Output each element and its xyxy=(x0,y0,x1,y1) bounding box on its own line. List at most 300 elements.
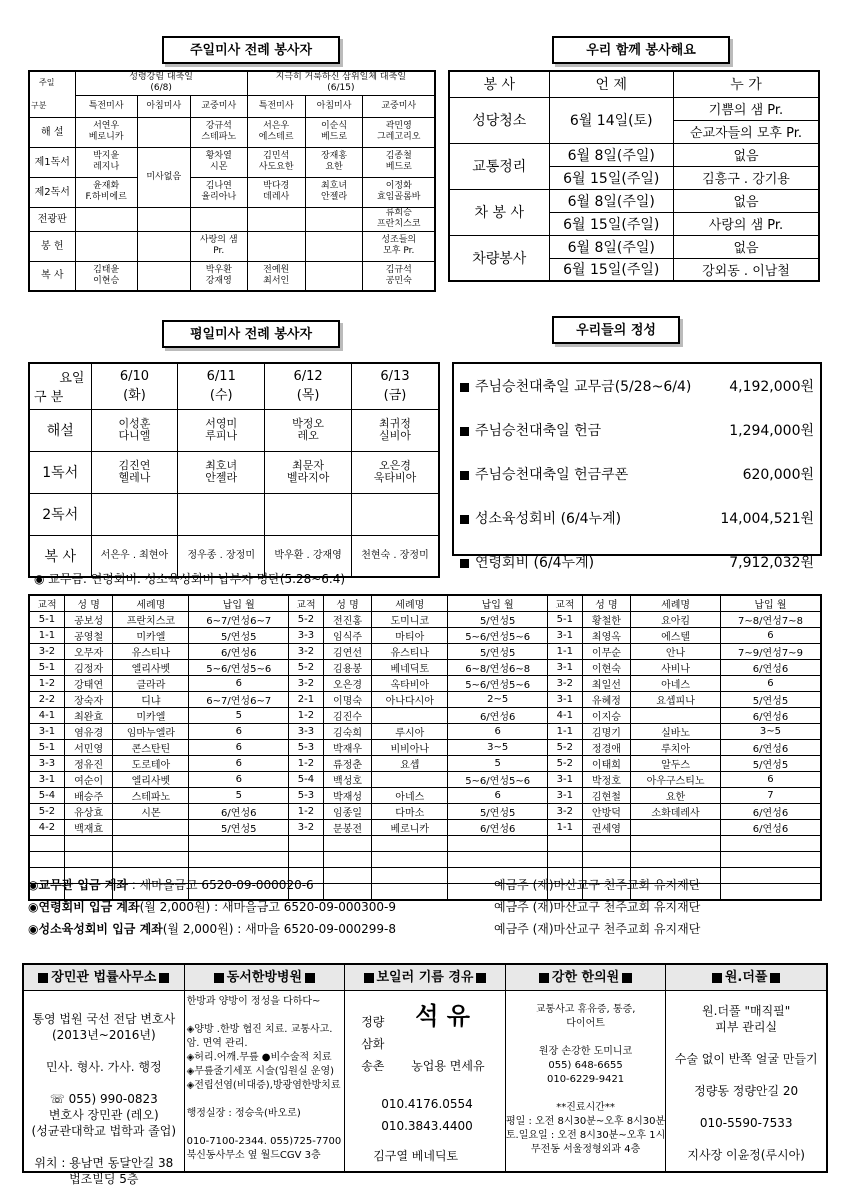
payers-cell xyxy=(289,836,324,852)
sunday-servers-table xyxy=(28,70,436,292)
payers-cell: 김연선 xyxy=(323,644,371,660)
payers-cell: 백재효 xyxy=(64,820,112,836)
ad-line: **진료시간** xyxy=(556,1102,615,1113)
payers-cell: 5~6/연성5~6 xyxy=(448,772,548,788)
payers-cell: 문봉전 xyxy=(323,820,371,836)
ad-line: ◈양방 .한방 협진 치료. 교통사고. xyxy=(186,1024,333,1035)
payers-cell: 3-2 xyxy=(29,644,64,660)
offering-label: 성소육성회비 (6/4누계) xyxy=(460,508,621,528)
payers-cell xyxy=(448,836,548,852)
payers-cell xyxy=(631,708,721,724)
together-who: 김흥구 . 강기용 xyxy=(674,166,820,189)
payers-cell: 6/연성6 xyxy=(720,708,821,724)
ad-clinic-head: 강한 한의원 xyxy=(551,970,620,985)
ad-oil-l1: 정량 xyxy=(361,1015,385,1029)
sunday-row xyxy=(29,117,435,147)
together-date: 6월 8일(주일) xyxy=(549,143,674,166)
payers-cell: 3-2 xyxy=(548,804,583,820)
payers-cell: 4-1 xyxy=(548,708,583,724)
payers-cell: 김정자 xyxy=(64,660,112,676)
payers-cell: 김진수 xyxy=(323,708,371,724)
payers-header: 납입 월 xyxy=(448,595,548,612)
payers-cell: 3-1 xyxy=(548,660,583,676)
ad-line xyxy=(187,1009,343,1023)
payers-cell: 5-2 xyxy=(29,804,64,820)
ad-line: 055) 648-6655 xyxy=(548,1060,623,1071)
payers-cell: 백성호 xyxy=(323,772,371,788)
payers-cell: 5-4 xyxy=(29,788,64,804)
sunday-cell: 이정화 효임골롬바 xyxy=(363,177,435,207)
payers-cell: 6 xyxy=(448,724,548,740)
payers-cell: 1-1 xyxy=(29,628,64,644)
payers-cell: 3-3 xyxy=(289,724,324,740)
weekday-cell xyxy=(178,493,265,535)
ad-line xyxy=(24,1075,184,1091)
payers-cell xyxy=(64,852,112,868)
weekday-day-header: 6/10 (화) xyxy=(91,363,178,409)
weekday-cell: 최귀정 실비아 xyxy=(351,409,439,451)
ad-oil-l4: 송촌 xyxy=(361,1059,385,1073)
payers-cell: 6 xyxy=(189,756,289,772)
ad-line xyxy=(666,1035,826,1051)
payers-cell: 콘스탄틴 xyxy=(113,740,189,756)
ad-line: ◈전립선염(비대증),방광염한방치료 xyxy=(186,1080,341,1091)
payers-cell: 정경애 xyxy=(582,740,630,756)
payers-cell xyxy=(448,852,548,868)
sunday-cell: 서은우 에스테르 xyxy=(247,117,305,147)
weekday-day-header: 6/13 (금) xyxy=(351,363,439,409)
table-row xyxy=(29,788,821,804)
sunday-cell: 김민석 사도요한 xyxy=(247,147,305,177)
payers-header: 세례명 xyxy=(372,595,448,612)
payers-cell: 5-4 xyxy=(289,772,324,788)
payers-cell: 5 xyxy=(189,788,289,804)
sunday-cell: 장재홍 요한 xyxy=(305,147,363,177)
payers-cell: 3~5 xyxy=(448,740,548,756)
together-who: 없음 xyxy=(674,189,820,212)
payers-cell xyxy=(29,836,64,852)
no-mass-cell: 미사없음 xyxy=(137,147,190,207)
sunday-cell xyxy=(75,207,137,231)
payers-cell: 5~6/연성5~6 xyxy=(189,660,289,676)
payers-cell: 임식주 xyxy=(323,628,371,644)
payers-cell: 소화데레사 xyxy=(631,804,721,820)
ad-wonderful xyxy=(666,965,826,1171)
together-header: 봉 사 xyxy=(449,71,549,97)
offering-amount: 7,912,032원 xyxy=(729,555,814,571)
payers-cell: 5-3 xyxy=(289,740,324,756)
payers-cell: 염유경 xyxy=(64,724,112,740)
payers-cell: 도미니코 xyxy=(372,612,448,628)
offering-row xyxy=(454,496,820,540)
payers-cell xyxy=(582,836,630,852)
sunday-row-label: 제1독서 xyxy=(29,147,75,177)
ad-line: 수술 없이 반쪽 얼굴 만들기 xyxy=(674,1052,818,1066)
offering-box xyxy=(452,362,822,571)
account-owner: 예금주 (재)마산교구 천주교회 유지재단 xyxy=(494,878,701,892)
payers-cell: 요셉 xyxy=(372,756,448,772)
sunday-cell: 이순식 베드로 xyxy=(305,117,363,147)
payers-title: ◉ 교무금. 연령회비. 성소육성회비 납부자 명단(5.28~6.4) xyxy=(34,572,346,586)
weekday-cell: 이성훈 다니엘 xyxy=(91,409,178,451)
payers-cell: 6 xyxy=(448,788,548,804)
payers-cell: 오은경 xyxy=(323,676,371,692)
ad-wonderful-head: 원.더풀 xyxy=(724,970,768,985)
payers-cell: 최일선 xyxy=(582,676,630,692)
payers-cell: 3-1 xyxy=(29,772,64,788)
payers-cell: 5/연성5 xyxy=(189,820,289,836)
payers-cell: 6 xyxy=(189,740,289,756)
payers-cell: 7~9/연성7~9 xyxy=(720,644,821,660)
payers-cell: 6/연성6 xyxy=(189,644,289,660)
payers-cell: 황철한 xyxy=(582,612,630,628)
payers-cell: 5/연성5 xyxy=(448,644,548,660)
offering-amount: 4,192,000원 xyxy=(729,379,814,395)
together-task: 교통정리 xyxy=(449,143,549,189)
payers-cell: 6/연성6 xyxy=(720,740,821,756)
payers-cell: 3-1 xyxy=(548,692,583,708)
payers-cell: 이지승 xyxy=(582,708,630,724)
ad-line: 평일 : 오전 8시30분~오후 8시30분 xyxy=(505,1116,666,1127)
weekday-cell: 서영미 루피나 xyxy=(178,409,265,451)
sunday-row xyxy=(29,147,435,177)
table-row xyxy=(29,612,821,628)
payers-cell: 3-2 xyxy=(289,820,324,836)
weekday-servers-table xyxy=(28,362,440,578)
payers-cell: 2~5 xyxy=(448,692,548,708)
payers-cell: 박재우 xyxy=(323,740,371,756)
payers-header: 세례명 xyxy=(113,595,189,612)
ad-line: 민사. 형사. 가사. 행정 xyxy=(45,1060,162,1074)
payers-table xyxy=(28,594,822,901)
weekday-row-label: 2독서 xyxy=(29,493,91,535)
sunday-cell xyxy=(137,261,190,291)
sunday-cell: 박지윤 레지나 xyxy=(75,147,137,177)
sunday-cell: 황차열 시몬 xyxy=(190,147,247,177)
payers-cell: 비비아나 xyxy=(372,740,448,756)
payers-header: 교적 xyxy=(29,595,64,612)
weekday-cell: 최호녀 안젤라 xyxy=(178,451,265,493)
payers-cell: 강태연 xyxy=(64,676,112,692)
together-who: 없음 xyxy=(674,143,820,166)
payers-cell: 권세영 xyxy=(582,820,630,836)
offering-row xyxy=(454,540,820,584)
payers-cell: 5-1 xyxy=(29,660,64,676)
table-row xyxy=(29,804,821,820)
ad-oil-owner: 김구열 베네딕토 xyxy=(373,1149,459,1163)
ad-line: ☏ 055) 990-0823 xyxy=(49,1092,158,1106)
payers-cell: 6~7/연성6~7 xyxy=(189,692,289,708)
payers-cell: 5-2 xyxy=(289,660,324,676)
payers-cell: 임종일 xyxy=(323,804,371,820)
offering-amount: 1,294,000원 xyxy=(729,423,814,439)
payers-cell xyxy=(372,772,448,788)
payers-cell: 5/연성5 xyxy=(189,628,289,644)
payers-cell: 옥타비아 xyxy=(372,676,448,692)
sunday-cell xyxy=(247,207,305,231)
sunday-cell: 최호녀 안젤라 xyxy=(305,177,363,207)
sunday-cell xyxy=(137,207,190,231)
payers-cell: 5-1 xyxy=(29,612,64,628)
account-line xyxy=(28,920,396,937)
payers-cell: 3-1 xyxy=(548,628,583,644)
ad-line: 무전동 서울정형외과 4층 xyxy=(530,1144,641,1155)
together-title: 우리 함께 봉사해요 xyxy=(552,36,730,64)
payers-cell: 7 xyxy=(720,788,821,804)
sunday-cell xyxy=(247,231,305,261)
payers-cell: 3-3 xyxy=(289,628,324,644)
weekday-cell: 박정오 레오 xyxy=(265,409,352,451)
sunday-cell xyxy=(137,117,190,147)
weekday-cell: 정우종 . 장정미 xyxy=(178,535,265,577)
payers-cell: 여순이 xyxy=(64,772,112,788)
payers-cell: 6 xyxy=(720,676,821,692)
table-row xyxy=(29,708,821,724)
payers-cell: 디냐 xyxy=(113,692,189,708)
payers-cell: 5/연성5 xyxy=(448,804,548,820)
payers-cell: 5~6/연성5~6 xyxy=(448,628,548,644)
account-line xyxy=(28,898,396,915)
payers-cell: 3-1 xyxy=(548,788,583,804)
feast2-header: 지극히 거룩하신 삼위일체 대축일 (6/15) xyxy=(247,71,435,95)
payers-cell: 요셉피나 xyxy=(631,692,721,708)
account-label: ◉연령회비 입금 계좌 xyxy=(28,900,140,914)
sunday-row-label: 복 사 xyxy=(29,261,75,291)
weekday-title: 평일미사 전례 봉사자 xyxy=(162,320,340,348)
table-row xyxy=(29,740,821,756)
account-line xyxy=(28,876,314,893)
payers-cell: 5-3 xyxy=(289,788,324,804)
table-row xyxy=(29,676,821,692)
payers-cell: 6 xyxy=(189,676,289,692)
corner-cell xyxy=(29,71,75,117)
sunday-cell: 김규석 공민숙 xyxy=(363,261,435,291)
ad-line xyxy=(24,1139,184,1155)
payers-cell xyxy=(720,836,821,852)
account-detail: (월 2,000원) : 새마을금고 6520-09-000300-9 xyxy=(139,900,396,914)
sunday-cell xyxy=(305,231,363,261)
ad-line: 원장 손강한 도미니코 xyxy=(538,1046,633,1057)
account-owner: 예금주 (재)마산교구 천주교회 유지재단 xyxy=(494,922,701,936)
ad-line xyxy=(666,1099,826,1115)
payers-cell: 6 xyxy=(189,724,289,740)
payers-cell: 6 xyxy=(720,628,821,644)
ad-line xyxy=(666,1131,826,1147)
ad-oil-phone2: 010.3843.4400 xyxy=(381,1119,473,1133)
payers-cell: 도로테아 xyxy=(113,756,189,772)
ad-line xyxy=(187,1121,343,1135)
payers-cell: 김현철 xyxy=(582,788,630,804)
sunday-cell xyxy=(75,231,137,261)
ad-line: 한방과 양방이 정성을 다하다~ xyxy=(186,996,321,1007)
payers-cell xyxy=(189,836,289,852)
payers-cell: 최영옥 xyxy=(582,628,630,644)
weekday-day-header: 6/12 (목) xyxy=(265,363,352,409)
sunday-row xyxy=(29,207,435,231)
ad-line: (2013년~2016년) xyxy=(51,1028,156,1042)
payers-header: 교적 xyxy=(548,595,583,612)
table-row xyxy=(29,820,821,836)
payers-cell: 이현숙 xyxy=(582,660,630,676)
together-date: 6월 15일(주일) xyxy=(549,166,674,189)
ad-oil-head: 보일러 기름 경유 xyxy=(376,970,474,985)
payers-cell: 루치아 xyxy=(631,740,721,756)
payers-cell: 장숙자 xyxy=(64,692,112,708)
ad-line: 통영 법원 국선 전담 변호사 xyxy=(32,1012,176,1026)
offering-amount: 14,004,521원 xyxy=(720,511,814,527)
payers-cell: 박정호 xyxy=(582,772,630,788)
payers-cell xyxy=(113,852,189,868)
payers-cell: 류정춘 xyxy=(323,756,371,772)
ad-hospital-head: 동서한방병원 xyxy=(226,970,303,985)
offering-amount: 620,000원 xyxy=(742,467,814,483)
sunday-row xyxy=(29,177,435,207)
sunday-row-label: 해 설 xyxy=(29,117,75,147)
weekday-day-header: 6/11 (수) xyxy=(178,363,265,409)
ad-line xyxy=(24,1043,184,1059)
payers-cell: 유스티나 xyxy=(113,644,189,660)
payers-cell: 이태희 xyxy=(582,756,630,772)
payers-cell: 요한 xyxy=(631,788,721,804)
ad-line: 피부 관리실 xyxy=(715,1020,778,1034)
table-row xyxy=(29,772,821,788)
payers-cell xyxy=(548,852,583,868)
offering-row xyxy=(454,408,820,452)
payers-cell: 5/연성5 xyxy=(720,692,821,708)
payers-cell: 이명숙 xyxy=(323,692,371,708)
payers-cell: 3-2 xyxy=(548,676,583,692)
ad-oil-l5: 농업용 면세유 xyxy=(411,1059,485,1073)
payers-cell xyxy=(631,820,721,836)
payers-cell xyxy=(372,852,448,868)
together-header: 언 제 xyxy=(549,71,674,97)
offering-label: 주님승천대축일 헌금쿠폰 xyxy=(460,464,628,484)
payers-cell: 3-1 xyxy=(29,724,64,740)
ad-line: 암. 면역 관리. xyxy=(186,1038,248,1049)
ad-line: ◈무릎줄기세포 시술(입원실 운영) xyxy=(186,1066,335,1077)
payers-cell: 공보성 xyxy=(64,612,112,628)
account-detail: : 새마을금고 6520-09-000020-6 xyxy=(127,878,314,892)
sunday-cell: 사랑의 샘 Pr. xyxy=(190,231,247,261)
weekday-cell: 최문자 벨라지아 xyxy=(265,451,352,493)
table-row xyxy=(29,660,821,676)
payers-cell xyxy=(631,852,721,868)
ad-line: 교통사고 휴유증, 통증, xyxy=(535,1004,636,1015)
payers-cell xyxy=(372,836,448,852)
ad-line: 북신동사무소 옆 월드CGV 3층 xyxy=(186,1150,321,1161)
ad-line: 지사장 이윤정(루시아) xyxy=(687,1148,805,1162)
sunday-col-header: 교중미사 xyxy=(190,95,247,117)
payers-cell xyxy=(289,852,324,868)
ad-line: 다이어트 xyxy=(566,1018,605,1029)
payers-cell xyxy=(582,852,630,868)
payers-cell: 다마소 xyxy=(372,804,448,820)
sunday-col-header: 교중미사 xyxy=(363,95,435,117)
together-task: 차량봉사 xyxy=(449,235,549,281)
weekday-cell xyxy=(91,493,178,535)
payers-cell: 3-2 xyxy=(289,644,324,660)
payers-cell: 5/연성5 xyxy=(448,612,548,628)
payers-cell: 이무순 xyxy=(582,644,630,660)
weekday-cell: 박우환 . 강재영 xyxy=(265,535,352,577)
payers-cell xyxy=(631,836,721,852)
payers-cell: 스테파노 xyxy=(113,788,189,804)
ad-line: 위치 : 용남면 동달안길 38 xyxy=(34,1156,174,1170)
weekday-row-label: 1독서 xyxy=(29,451,91,493)
payers-cell: 2-1 xyxy=(289,692,324,708)
payers-cell: 엘리사벳 xyxy=(113,660,189,676)
payers-cell: 6/연성6 xyxy=(448,708,548,724)
sunday-cell xyxy=(305,207,363,231)
payers-cell xyxy=(372,868,448,884)
payers-cell: 프란치스코 xyxy=(113,612,189,628)
payers-cell: 엘리사벳 xyxy=(113,772,189,788)
weekday-row-label: 해설 xyxy=(29,409,91,451)
weekday-cell: 천현숙 . 장정미 xyxy=(351,535,439,577)
sunday-cell: 서연우 베로니카 xyxy=(75,117,137,147)
sunday-cell: 김태윤 이현승 xyxy=(75,261,137,291)
together-date: 6월 15일(주일) xyxy=(549,212,674,235)
payers-header: 성 명 xyxy=(64,595,112,612)
payers-cell: 1-2 xyxy=(289,708,324,724)
payers-header: 세례명 xyxy=(631,595,721,612)
payers-cell: 시몬 xyxy=(113,804,189,820)
sunday-cell: 윤재화 F.하비에르 xyxy=(75,177,137,207)
together-date: 6월 15일(주일) xyxy=(549,258,674,281)
payers-cell: 유상효 xyxy=(64,804,112,820)
payers-cell: 1-2 xyxy=(289,804,324,820)
ad-line: 010-6229-9421 xyxy=(546,1074,625,1085)
payers-cell: 6 xyxy=(189,772,289,788)
ad-clinic xyxy=(506,965,667,1171)
payers-header: 성 명 xyxy=(582,595,630,612)
payers-cell: 사비나 xyxy=(631,660,721,676)
payers-cell: 알두스 xyxy=(631,756,721,772)
feast1-header: 성령강림 대축일 (6/8) xyxy=(75,71,247,95)
payers-cell: 5-2 xyxy=(548,756,583,772)
sunday-cell: 전예원 최서인 xyxy=(247,261,305,291)
together-date: 6월 8일(주일) xyxy=(549,189,674,212)
table-row xyxy=(29,852,821,868)
account-owner: 예금주 (재)마산교구 천주교회 유지재단 xyxy=(494,900,701,914)
ad-line: (성균관대학교 법학과 졸업) xyxy=(31,1124,177,1138)
offering-label: 연령회비 (6/4누계) xyxy=(460,552,594,572)
ad-line xyxy=(506,1031,666,1045)
payers-cell: 아네스 xyxy=(372,788,448,804)
payers-cell: 4-1 xyxy=(29,708,64,724)
payers-cell: 1-1 xyxy=(548,820,583,836)
payers-cell: 1-2 xyxy=(29,676,64,692)
payers-cell: 5-2 xyxy=(289,612,324,628)
corner-bottom: 구분 xyxy=(31,101,47,111)
payers-cell: 유스티나 xyxy=(372,644,448,660)
together-date: 6월 14일(토) xyxy=(549,97,674,143)
payers-cell: 5~6/연성5~6 xyxy=(448,676,548,692)
payers-cell: 미카엘 xyxy=(113,628,189,644)
weekday-corner: 요일 구 분 xyxy=(29,363,91,409)
together-task: 성당청소 xyxy=(449,97,549,143)
ad-line: 법조빌딩 5층 xyxy=(69,1172,139,1186)
payers-cell: 6/연성6 xyxy=(720,660,821,676)
payers-cell: 5/연성5 xyxy=(720,756,821,772)
payers-cell: 6/연성6 xyxy=(189,804,289,820)
payers-cell: 정유진 xyxy=(64,756,112,772)
weekday-row-label: 복 사 xyxy=(29,535,91,577)
payers-cell xyxy=(323,868,371,884)
sunday-cell: 박우환 강재영 xyxy=(190,261,247,291)
sunday-cell xyxy=(137,231,190,261)
payers-cell xyxy=(113,820,189,836)
